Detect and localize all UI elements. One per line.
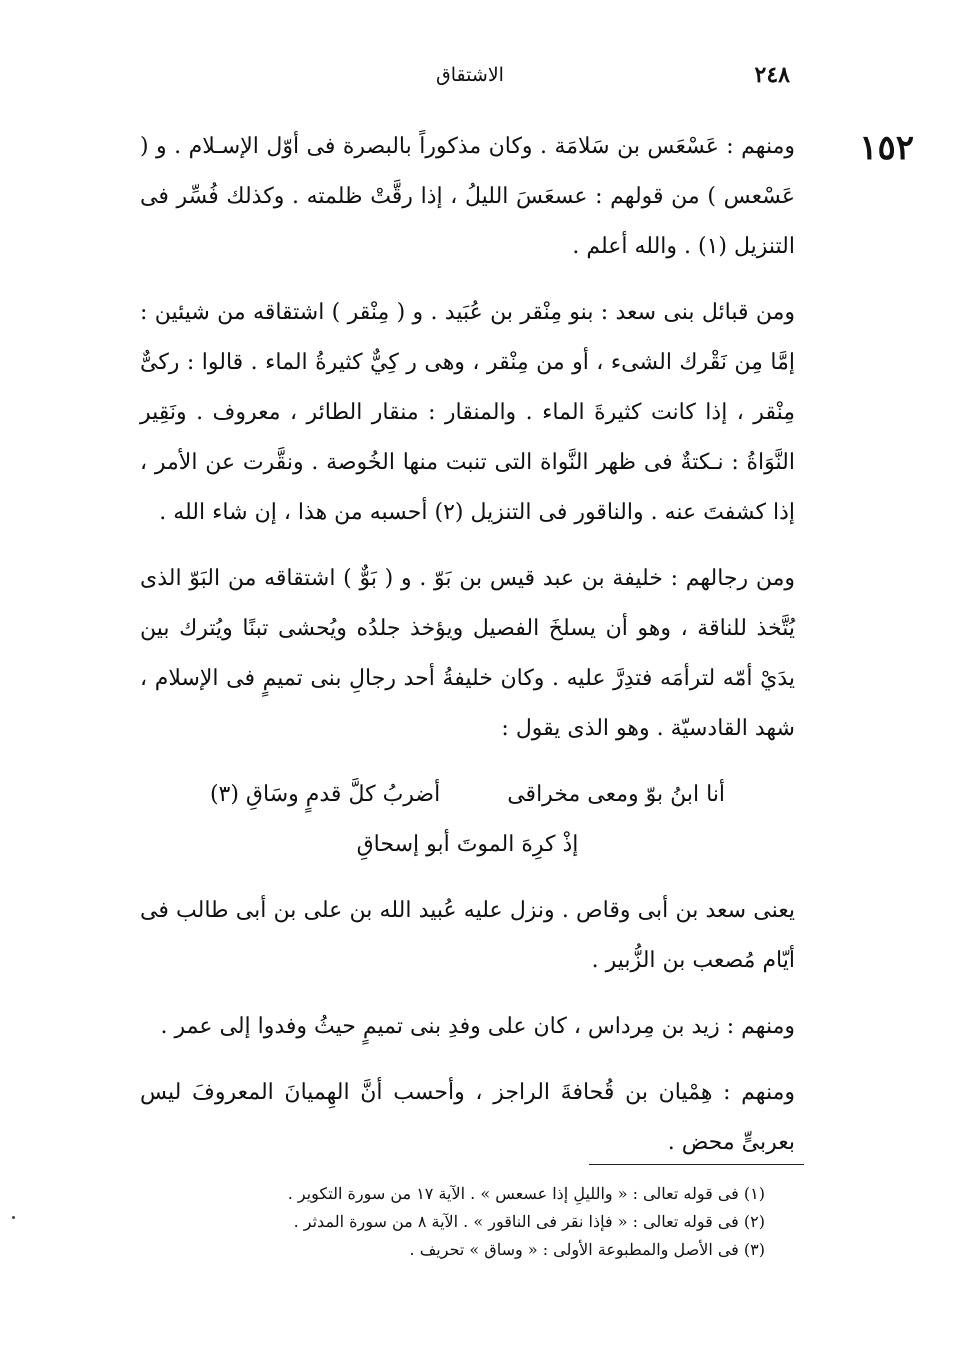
paragraph-khalifa: ومن رجالهم : خليفة بن عبد قيس بن بَوّ . و ( بَوٌّ ) اشتقاقه من البَوّ الذى يُتَّخذ للناقة ، وهو أن يسلخَ الفصيل ويؤخذ جلدُه ويُحشى تبنًا ويُترك بين يدَيْ أمّه لترأمَه فتدِرَّ عليه . وكان خليفةُ أحد رجالِ بنى تميمٍ فى الإسلام ، شهد القادسيّة . وهو الذى يقول : xyxy=(140,566,795,741)
footnotes xyxy=(150,1180,765,1264)
running-header xyxy=(150,62,790,98)
scan-speck xyxy=(12,1216,15,1219)
paragraph-zayd: ومنهم : زيد بن مِرداس ، كان على وفدِ بنى تميمٍ حيثُ وفدوا إلى عمر . xyxy=(160,1014,795,1039)
verse xyxy=(140,770,795,870)
paragraph-himyan: ومنهم : هِمْيان بن قُحافةَ الراجز ، وأحسب أنَّ الهِميانَ المعروفَ ليس بعربىٍّ محض . xyxy=(140,1080,795,1155)
paragraph-asas: ومنهم : عَسْعَس بن سَلامَة . وكان مذكوراً بالبصرة فى أوّل الإسـلام . و ( عَسْعس ) من قولهم : عسعَسَ الليلُ ، إذا رقَّتْ ظلمته . وكذلك فُسِّر فى التنزيل (١) . والله أعلم . xyxy=(140,134,795,259)
margin-number: ١٥٢ xyxy=(859,128,914,168)
verse-hemistich-2: أضربُ كلَّ قدمٍ وسَاقِ (٣) xyxy=(209,782,441,807)
footnote-rule xyxy=(589,1164,804,1165)
page-number: ٢٤٨ xyxy=(754,62,790,88)
running-title: الاشتقاق xyxy=(436,64,504,86)
footnote-1: (١) فى قوله تعالى : « والليلِ إذا عسعس » . الآية ١٧ من سورة التكوير . xyxy=(287,1184,765,1203)
verse-line-2: إذْ كرِهَ الموتَ أبو إسحاقِ xyxy=(356,832,579,857)
paragraph-saad: يعنى سعد بن أبى وقاص . ونزل عليه عُبيد الله بن على بن أبى طالب فى أيّام مُصعب بن الزُّبير . xyxy=(140,898,795,973)
main-text xyxy=(140,122,795,1184)
footnote-2: (٢) فى قوله تعالى : « فإذا نقر فى الناقور » . الآية ٨ من سورة المدثر . xyxy=(293,1212,765,1231)
paragraph-minqar: ومن قبائل بنى سعد : بنو مِنْقر بن عُبَيد . و ( مِنْقر ) اشتقاقه من شيئين : إمَّا مِن نَقْرك الشىء ، أو من مِنْقر ، وهى ر كِيٌّ كثيرةُ الماء . قالوا : ركىٌّ مِنْقر ، إذا كانت كثيرةَ الماء . والمنقار : منقار الطائر ، معروف . ونَقِير النَّوَاةُ : نـكتةٌ فى ظهر النَّواة التى تنبت منها الخُوصة . ونقَّرت عن الأمر ، إذا كشفتَ عنه . والناقور فى التنزيل (٢) أحسبه من هذا ، إن شاء الله . xyxy=(140,300,795,525)
footnote-3: (٣) فى الأصل والمطبوعة الأولى : « وساق » تحريف . xyxy=(409,1240,765,1259)
verse-line-1 xyxy=(140,770,795,820)
verse-hemistich-1: أنا ابنُ بوّ ومعى مخراقى xyxy=(507,782,726,807)
